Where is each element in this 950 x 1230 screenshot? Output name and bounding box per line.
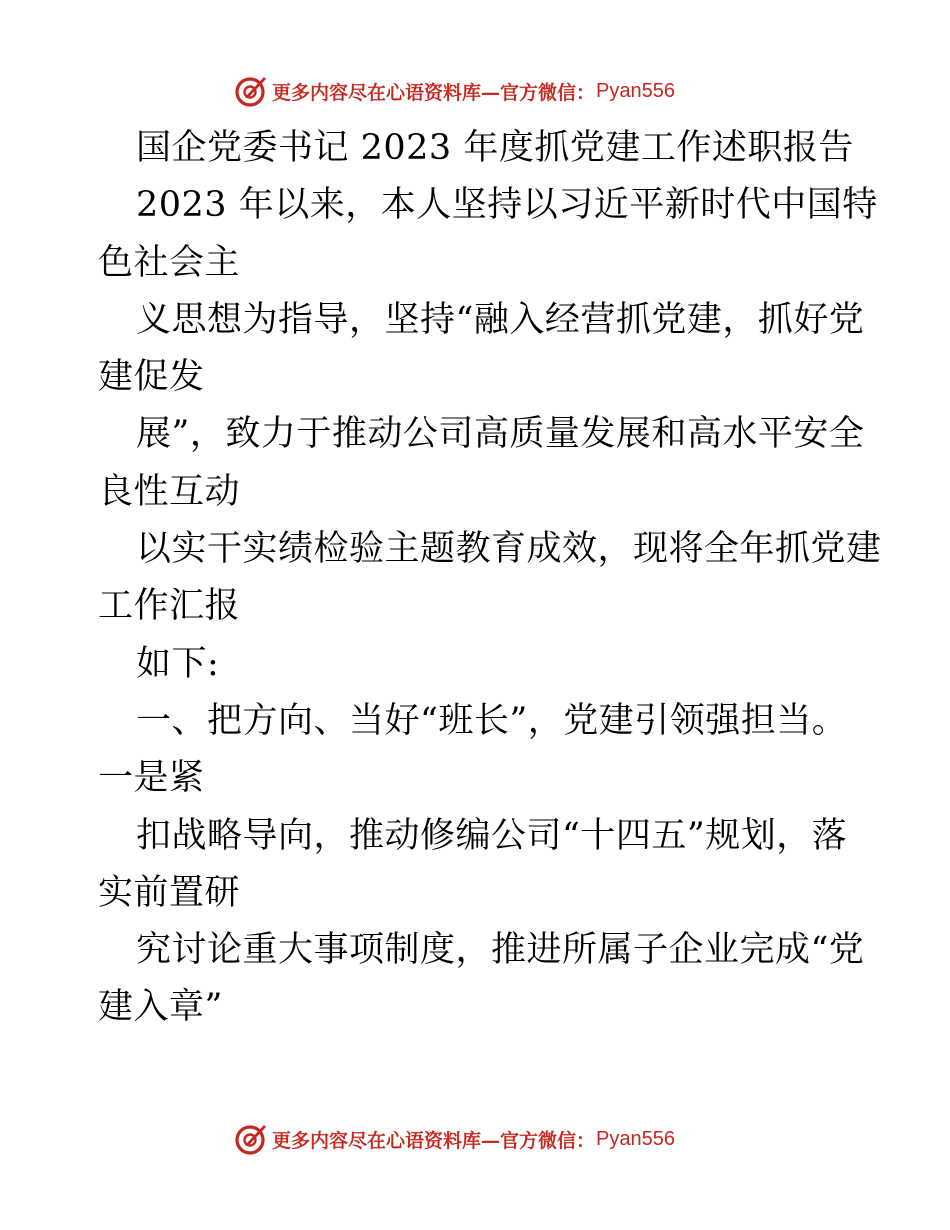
text-line: 建入章” [98,987,223,1028]
text-line: 如下: [136,643,220,684]
text-line: 建促发 [98,357,205,398]
watermark-header [234,73,675,109]
text-line: 展”，致力于推动公司高质量发展和高水平安全 [136,414,865,455]
text-line: 究讨论重大事项制度，推进所属子企业完成“党 [136,930,865,971]
pen-logo-icon [234,74,268,108]
text-line: 扣战略导向，推动修编公司“十四五”规划，落 [136,815,848,856]
watermark-wechat-id: Pyan556 [596,79,675,102]
watermark-wechat-id: Pyan556 [596,1127,675,1150]
text-line: 工作汇报 [98,586,241,627]
text-line: 国企党委书记 2023 年度抓党建工作述职报告 [136,128,854,168]
text-line: 义思想为指导，坚持“融入经营抓党建，抓好党 [136,299,865,340]
text-line: 以实干实绩检验主题教育成效，现将全年抓党建 [136,529,882,570]
pen-logo-icon [234,1122,268,1156]
text-line: 一、把方向、当好“班长”，党建引领强担当。 [136,700,848,741]
watermark-text: 更多内容尽在心语资料库—官方微信： [272,1129,596,1152]
text-line: 色社会主 [98,242,241,283]
text-line: 良性互动 [98,471,241,512]
text-line: 一是紧 [98,758,205,799]
watermark-footer [234,1121,675,1157]
watermark-text: 更多内容尽在心语资料库—官方微信： [272,81,596,104]
text-line: 实前置研 [98,872,241,913]
text-line: 2023 年以来，本人坚持以习近平新时代中国特 [136,185,878,226]
document-body [98,120,882,1037]
